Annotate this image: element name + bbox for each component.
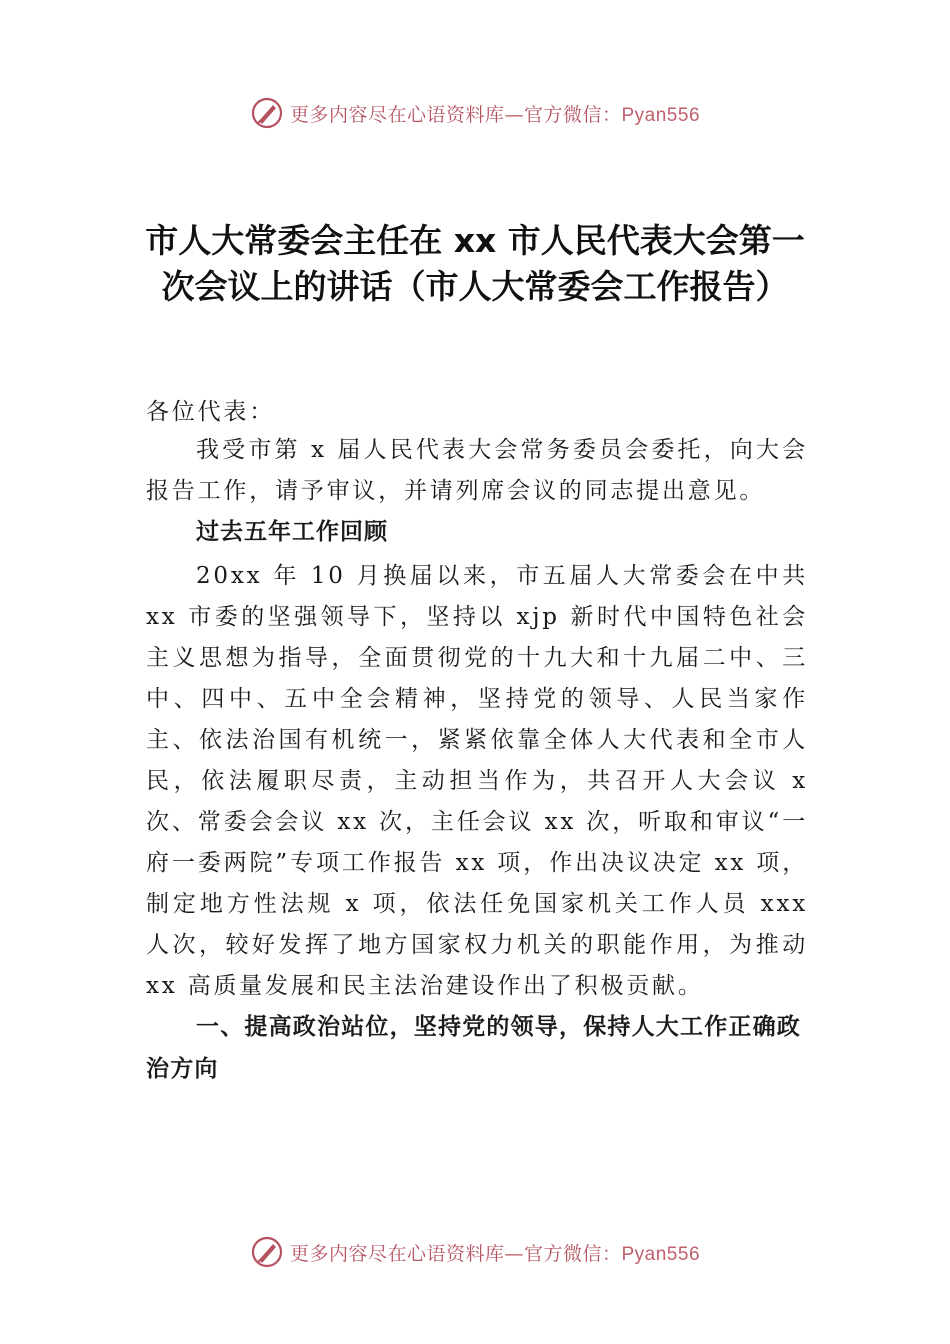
watermark-handle: Pyan556 [621, 1243, 701, 1265]
section-heading-past-five-years: 过去五年工作回顾 [196, 519, 388, 545]
watermark-text: 更多内容尽在心语资料库—官方微信：Pyan556 [289, 1242, 701, 1265]
watermark-handle: Pyan556 [621, 104, 701, 126]
pen-logo-icon [250, 1235, 284, 1269]
document-title: 市人大常委会主任在 xx 市人民代表大会第一次会议上的讲话（市人大常委会工作报告） [145, 221, 805, 306]
section-heading-one: 一、提高政治站位，坚持党的领导，保持人大工作正确政治方向 [146, 1014, 801, 1082]
watermark-header [0, 96, 950, 130]
salutation: 各位代表： [146, 399, 275, 425]
watermark-text: 更多内容尽在心语资料库—官方微信：Pyan556 [289, 103, 701, 126]
watermark-footer [0, 1235, 950, 1269]
paragraph-intro: 我受市第 x 届人民代表大会常务委员会委托，向大会报告工作，请予审议，并请列席会议的同志提出意见。 [146, 437, 808, 504]
pen-logo-icon [250, 96, 284, 130]
paragraph-review: 20xx 年 10 月换届以来，市五届人大常委会在中共 xx 市委的坚强领导下，坚持以 xjp 新时代中国特色社会主义思想为指导，全面贯彻党的十九大和十九届二中、三中、四中、五中全会精神，坚持党的领导、人民当家作主、依法治国有机统一，紧紧依靠全体人大代表和全市人民，依法履职尽责，主动担当作为，共召开人大会议 x 次、常委会会议 xx 次，主任会议 xx 次，听取和审议“一府一委两院”专项工作报告 xx 项，作出决议决定 xx 项，制定地方性法规 x 项，依法任免国家机关工作人员 xxx 人次，较好发挥了地方国家权力机关的职能作用，为推动 xx 高质量发展和民主法治建设作出了积极贡献。 [146, 563, 808, 999]
